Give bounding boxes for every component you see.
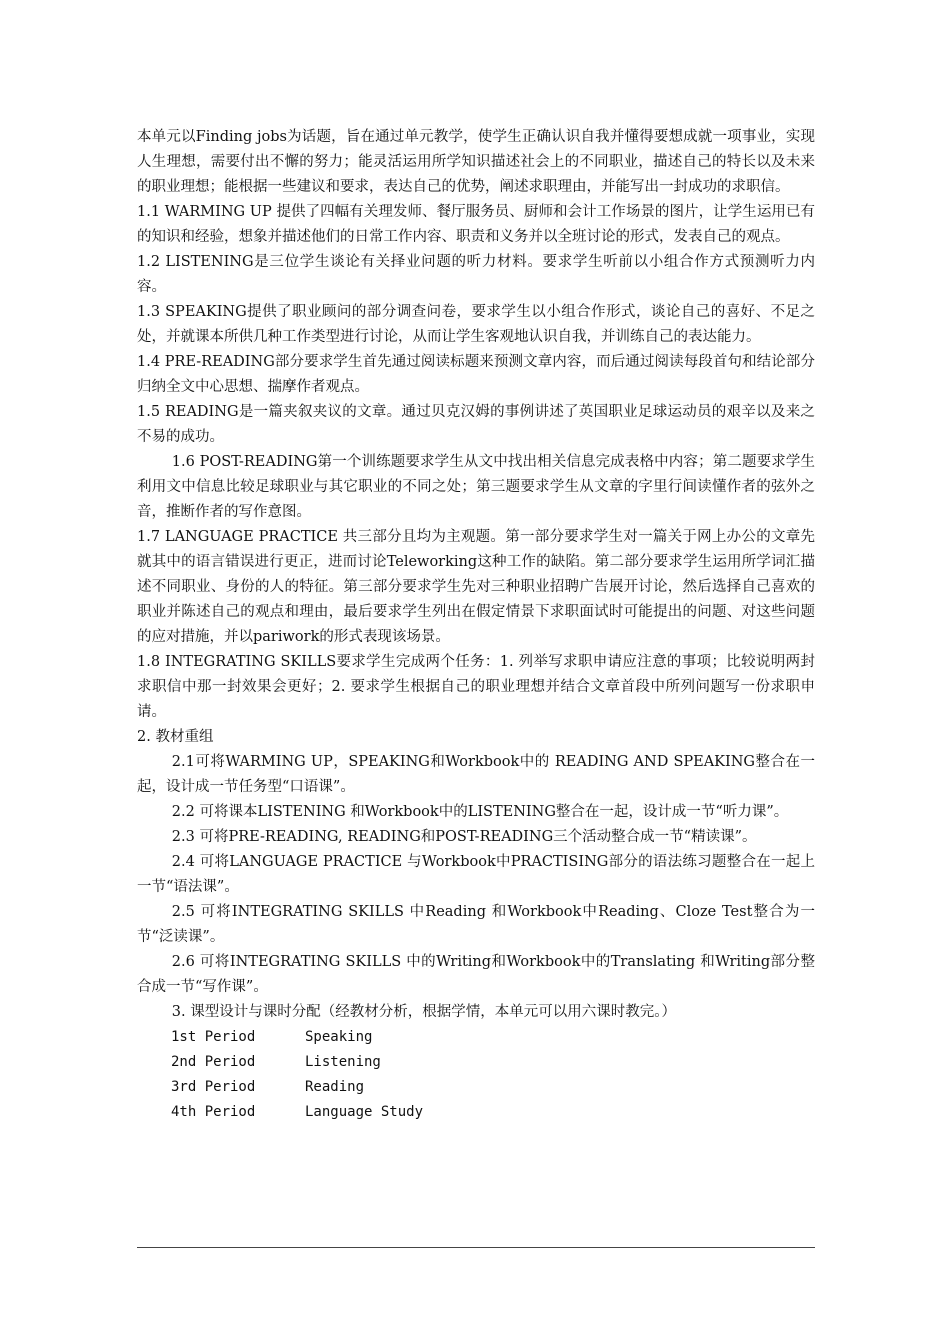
period-subject: Language Study (305, 1104, 424, 1120)
period-number: 4th Period (171, 1104, 256, 1120)
paragraph: 1.4 PRE-READING部分要求学生首先通过阅读标题来预测文章内容，而后通过阅读每段首句和结论部分归纳全文中心思想、揣摩作者观点。 (137, 354, 815, 395)
period-row (171, 1050, 815, 1075)
paragraph: 1.1 WARMING UP 提供了四幅有关理发师、餐厅服务员、厨师和会计工作场景的图片，让学生运用已有的知识和经验，想象并描述他们的日常工作内容、职责和义务并以全班讨论的形式，发表自己的观点。 (137, 204, 815, 245)
paragraph-list (137, 125, 815, 1025)
paragraph: 2.3 可将PRE-READING, READING和POST-READING三个活动整合成一节“精读课”。 (171, 829, 757, 845)
period-number: 2nd Period (171, 1054, 256, 1070)
document-body (137, 125, 815, 1125)
paragraph: 1.3 SPEAKING提供了职业顾问的部分调查问卷，要求学生以小组合作形式，谈论自己的喜好、不足之处，并就课本所供几种工作类型进行讨论，从而让学生客观地认识自我，并训练自己的表达能力。 (137, 304, 815, 345)
period-subject: Listening (305, 1054, 381, 1070)
paragraph: 2.5 可将INTEGRATING SKILLS 中Reading 和Workbook中Reading、Cloze Test整合为一节“泛读课”。 (137, 904, 815, 945)
paragraph: 2. 教材重组 (137, 729, 214, 745)
paragraph: 3. 课型设计与课时分配（经教材分析，根据学情，本单元可以用六课时教完。） (171, 1004, 676, 1020)
period-number: 1st Period (171, 1029, 256, 1045)
period-row (171, 1025, 815, 1050)
footer-divider (137, 1247, 815, 1248)
period-row (171, 1100, 815, 1125)
paragraph: 1.2 LISTENING是三位学生谈论有关择业问题的听力材料。要求学生听前以小组合作方式预测听力内容。 (137, 254, 815, 295)
paragraph: 2.2 可将课本LISTENING 和Workbook中的LISTENING整合在一起，设计成一节“听力课”。 (171, 804, 789, 820)
paragraph: 2.6 可将INTEGRATING SKILLS 中的Writing和Workbook中的Translating 和Writing部分整合成一节“写作课”。 (137, 954, 815, 995)
paragraph: 2.1可将WARMING UP，SPEAKING和Workbook中的 READING AND SPEAKING整合在一起，设计成一节任务型“口语课”。 (137, 754, 815, 795)
period-subject: Speaking (305, 1029, 373, 1045)
period-row (171, 1075, 815, 1100)
period-list (137, 1025, 815, 1125)
paragraph: 1.7 LANGUAGE PRACTICE 共三部分且均为主观题。第一部分要求学生对一篇关于网上办公的文章先就其中的语言错误进行更正，进而讨论Teleworking这种工作的缺陷。第二部分要求学生运用所学词汇描述不同职业、身份的人的特征。第三部分要求学生先对三种职业招聘广告展开讨论，然后选择自己喜欢的职业并陈述自己的观点和理由，最后要求学生列出在假定情景下求职面试时可能提出的问题、对这些问题的应对措施，并以pariwork的形式表现该场景。 (137, 529, 815, 645)
period-subject: Reading (305, 1079, 365, 1095)
paragraph: 1.5 READING是一篇夹叙夹议的文章。通过贝克汉姆的事例讲述了英国职业足球运动员的艰辛以及来之不易的成功。 (137, 404, 815, 445)
paragraph: 2.4 可将LANGUAGE PRACTICE 与Workbook中PRACTISING部分的语法练习题整合在一起上一节“语法课”。 (137, 854, 815, 895)
paragraph: 本单元以Finding jobs为话题，旨在通过单元教学，使学生正确认识自我并懂得要想成就一项事业，实现人生理想，需要付出不懈的努力；能灵活运用所学知识描述社会上的不同职业，描述自己的特长以及未来的职业理想；能根据一些建议和要求，表达自己的优势，阐述求职理由，并能写出一封成功的求职信。 (137, 129, 815, 195)
period-number: 3rd Period (171, 1079, 256, 1095)
paragraph: 1.8 INTEGRATING SKILLS要求学生完成两个任务：1. 列举写求职申请应注意的事项；比较说明两封求职信中那一封效果会更好；2. 要求学生根据自己的职业理想并结合文章首段中所列问题写一份求职申请。 (137, 654, 815, 720)
paragraph: 1.6 POST-READING第一个训练题要求学生从文中找出相关信息完成表格中内容；第二题要求学生利用文中信息比较足球职业与其它职业的不同之处；第三题要求学生从文章的字里行间读懂作者的弦外之音，推断作者的写作意图。 (137, 454, 815, 520)
